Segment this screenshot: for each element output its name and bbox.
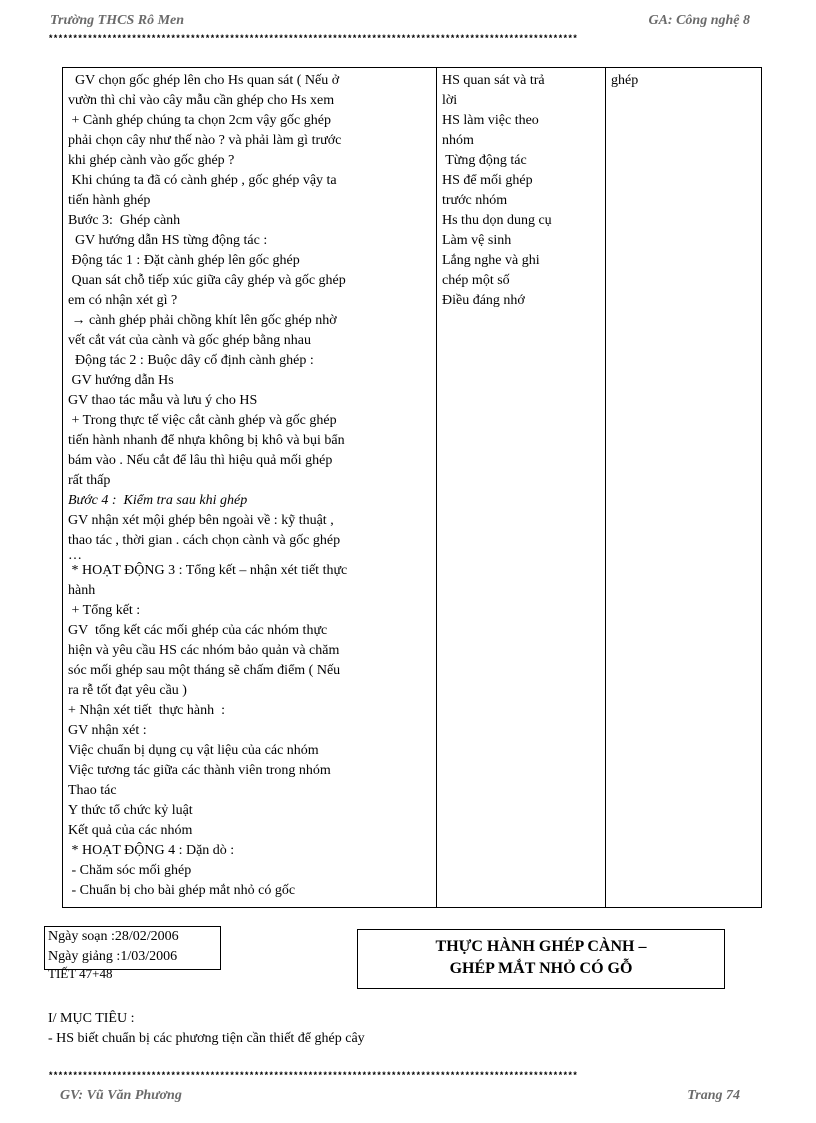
text-line: tiến hành ghép [68, 193, 151, 208]
text-line: ra rễ tốt đạt yêu cầu ) [68, 683, 187, 698]
lesson-table [62, 67, 762, 908]
text-line: Làm vệ sinh [442, 233, 512, 248]
text-line: GV thao tác mẫu và lưu ý cho HS [68, 393, 258, 408]
header-school: Trường THCS Rô Men [50, 13, 185, 28]
footer-page-number: Trang 74 [687, 1088, 740, 1103]
objectives-heading: I/ MỤC TIÊU : [48, 1011, 135, 1026]
date-box [44, 926, 221, 970]
text-line: vườn thì chỉ vào cây mẫu cần ghép cho Hs xem [68, 93, 335, 108]
text-line: GV nhận xét mội ghép bên ngoài về : kỹ thuật , [68, 513, 334, 528]
text-line: → cành ghép phải chồng khít lên gốc ghép nhờ [68, 313, 337, 328]
text-line: hành [68, 583, 96, 598]
student-column [437, 68, 606, 908]
prep-date: Ngày soạn :28/02/2006 [48, 929, 179, 944]
objective-item: - HS biết chuẩn bị các phương tiện cần thiết để ghép cây [48, 1031, 365, 1046]
text-line: + Tổng kết : [68, 603, 141, 618]
text-line: * HOẠT ĐỘNG 4 : Dặn dò : [68, 843, 235, 858]
header-divider: ************************************************************************************************************ [48, 34, 578, 44]
text-line: HS để mối ghép [442, 173, 533, 188]
text-line: Động tác 1 : Đặt cành ghép lên gốc ghép [68, 253, 300, 268]
text-line: + Cành ghép chúng ta chọn 2cm vậy gốc ghép [68, 113, 331, 128]
activity-column [63, 68, 437, 908]
text-line: GV hướng dẫn HS từng động tác : [68, 233, 268, 248]
text-line: Động tác 2 : Buộc dây cố định cành ghép : [68, 353, 314, 368]
text-line: - Chăm sóc mối ghép [68, 863, 192, 878]
text-line: phải chọn cây như thế nào ? và phải làm gì trước [68, 133, 342, 148]
lesson-title-box [357, 929, 725, 989]
text-line: vết cắt vát của cành và gốc ghép bằng nhau [68, 333, 311, 348]
header-subject: GA: Công nghệ 8 [648, 13, 750, 28]
text-line: GV tổng kết các mối ghép của các nhóm thực [68, 623, 328, 638]
objectives-section [48, 1009, 365, 1049]
text-line: thao tác , thời gian . cách chọn cành và gốc ghép [68, 533, 341, 548]
text-line: GV nhận xét : [68, 723, 147, 738]
text-line: chép một số [442, 273, 510, 288]
text-line: * HOẠT ĐỘNG 3 : Tổng kết – nhận xét tiết thực [68, 563, 348, 578]
text-line: Hs thu dọn dung cụ [442, 213, 552, 228]
text-line: GV chọn gốc ghép lên cho Hs quan sát ( Nếu ở [68, 73, 340, 88]
text-line: - Chuẩn bị cho bài ghép mắt nhỏ có gốc [68, 883, 296, 898]
text-line: em có nhận xét gì ? [68, 293, 178, 308]
teach-date: Ngày giảng :1/03/2006 [48, 949, 178, 964]
lesson-period: TIẾT 47+48 [48, 966, 113, 981]
footer-divider: ************************************************************************************************************ [48, 1071, 578, 1081]
text-line: HS quan sát và trả [442, 73, 545, 88]
text-line: Kết quả của các nhóm [68, 823, 193, 838]
text-line: + Trong thực tế việc cắt cành ghép và gốc ghép [68, 413, 337, 428]
lesson-title-line-1: THỰC HÀNH GHÉP CÀNH – [435, 938, 647, 955]
text-line: trước nhóm [442, 193, 508, 208]
text-line: Thao tác [68, 783, 117, 798]
text-line: Việc chuẩn bị dụng cụ vật liệu của các nhóm [68, 743, 319, 758]
table-row [63, 68, 762, 908]
text-line: nhóm [442, 133, 474, 148]
text-line: bám vào . Nếu cắt để lâu thì hiệu quả mối ghép [68, 453, 333, 468]
text-line: lời [442, 93, 458, 108]
text-line: sóc mối ghép sau một tháng sẽ chấm điểm ( Nếu [68, 663, 341, 678]
lesson-title-line-2: GHÉP MẮT NHỎ CÓ GỖ [449, 960, 633, 977]
text-line: Bước 4 : Kiểm tra sau khi ghép [68, 493, 248, 508]
notes-column [606, 68, 762, 908]
text-line: Việc tương tác giữa các thành viên trong nhóm [68, 763, 331, 778]
text-line: khi ghép cành vào gốc ghép ? [68, 153, 235, 168]
text-line: Từng động tác [442, 153, 527, 168]
text-line: hiện và yêu cầu HS các nhóm bảo quản và chăm [68, 643, 340, 658]
text-line: Y thức tổ chức kỷ luật [68, 803, 193, 818]
text-line: tiến hành nhanh để nhựa không bị khô và bụi bẩn [68, 433, 345, 448]
text-line: Quan sát chỗ tiếp xúc giữa cây ghép và gốc ghép [68, 273, 346, 288]
text-line: rất thấp [68, 473, 111, 488]
footer-teacher: GV: Vũ Văn Phương [60, 1088, 182, 1103]
text-line: … [68, 548, 82, 563]
text-line: Điều đáng nhớ [442, 293, 525, 308]
text-line: Khi chúng ta đã có cành ghép , gốc ghép vậy ta [68, 173, 337, 188]
text-line: Lắng nghe và ghi [442, 253, 540, 268]
text-line: Bước 3: Ghép cành [68, 213, 181, 228]
text-line: GV hướng dẫn Hs [68, 373, 174, 388]
text-line: HS làm việc theo [442, 113, 539, 128]
text-line: ghép [611, 73, 639, 88]
text-line: + Nhận xét tiết thực hành : [68, 703, 226, 718]
